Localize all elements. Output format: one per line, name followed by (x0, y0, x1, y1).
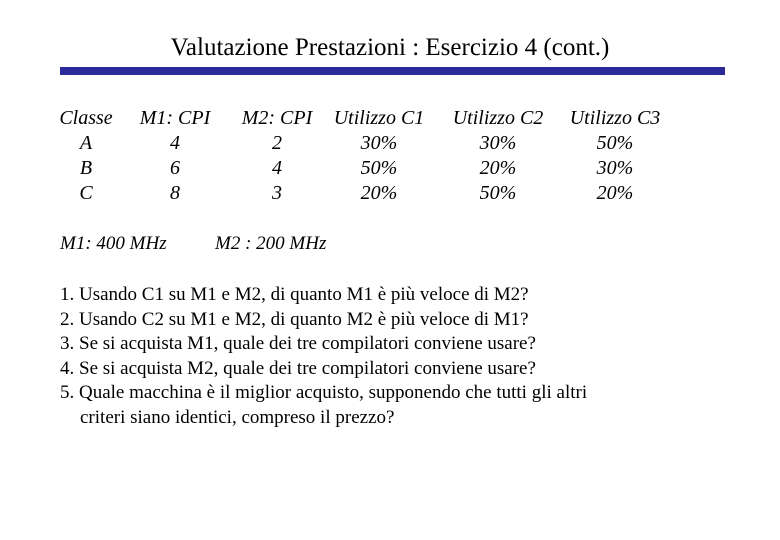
table-header-row (57, 106, 673, 131)
cell-classe: B (79, 157, 93, 179)
cell-utilizzo-c1: 50% (360, 157, 398, 179)
question-item: 3. Se si acquista M1, quale dei tre compilatori conviene usare? (60, 333, 536, 354)
cell-classe: C (79, 182, 93, 204)
header-utilizzo-c3: Utilizzo C3 (569, 107, 661, 129)
title-underline-rule (60, 67, 725, 75)
header-m2-cpi: M2: CPI (241, 107, 313, 129)
table-row (57, 181, 673, 206)
slide-title: Valutazione Prestazioni : Esercizio 4 (cont.) (170, 34, 610, 61)
cell-utilizzo-c1: 20% (360, 182, 398, 204)
cell-utilizzo-c2: 30% (479, 132, 517, 154)
table-row (57, 131, 673, 156)
questions-list (60, 283, 620, 430)
table-row (57, 156, 673, 181)
question-item: 1. Usando C1 su M1 e M2, di quanto M1 è più veloce di M2? (60, 284, 529, 305)
performance-table (57, 106, 673, 206)
m1-frequency: M1: 400 MHz (60, 233, 167, 254)
cell-utilizzo-c1: 30% (360, 132, 398, 154)
cell-m1-cpi: 4 (170, 132, 180, 154)
cell-classe: A (79, 132, 93, 154)
cell-m2-cpi: 3 (272, 182, 282, 204)
m2-frequency: M2 : 200 MHz (215, 233, 327, 254)
header-m1-cpi: M1: CPI (139, 107, 211, 129)
question-item: 5. Quale macchina è il miglior acquisto, supponendo che tutti gli altri criteri siano identici, compreso il prezzo? (60, 382, 588, 428)
cell-m2-cpi: 4 (272, 157, 282, 179)
cell-utilizzo-c3: 50% (596, 132, 634, 154)
question-item: 2. Usando C2 su M1 e M2, di quanto M2 è più veloce di M1? (60, 308, 529, 330)
header-utilizzo-c2: Utilizzo C2 (452, 107, 544, 129)
cell-utilizzo-c2: 50% (479, 182, 517, 204)
cell-m1-cpi: 8 (170, 182, 180, 204)
header-classe: Classe (59, 107, 113, 129)
cell-m1-cpi: 6 (170, 157, 180, 179)
header-utilizzo-c1: Utilizzo C1 (333, 107, 425, 129)
cell-utilizzo-c3: 20% (596, 182, 634, 204)
question-item: 4. Se si acquista M2, quale dei tre compilatori conviene usare? (60, 357, 536, 379)
cell-utilizzo-c3: 30% (596, 157, 634, 179)
cell-m2-cpi: 2 (272, 132, 282, 154)
cell-utilizzo-c2: 20% (479, 157, 517, 179)
